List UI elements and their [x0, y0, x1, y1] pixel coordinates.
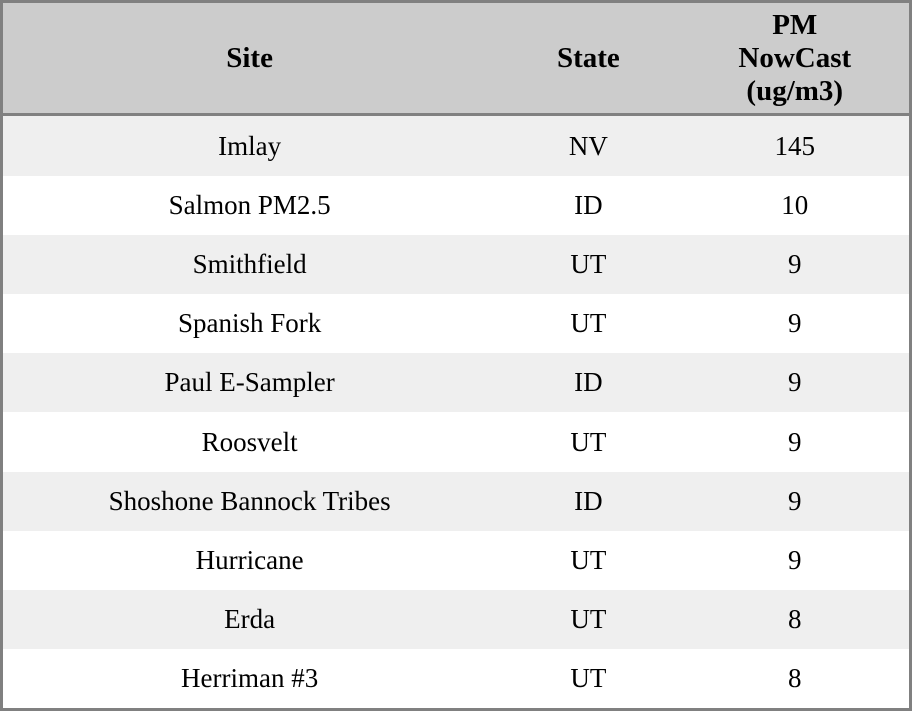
cell-site: Smithfield: [3, 235, 496, 294]
header-row: [3, 3, 909, 115]
cell-value: 8: [681, 649, 909, 708]
cell-state: ID: [496, 472, 680, 531]
column-header-pm-nowcast-line2: NowCast: [738, 41, 852, 74]
cell-value: 9: [681, 235, 909, 294]
cell-state: UT: [496, 649, 680, 708]
pm-nowcast-table: [3, 3, 909, 708]
cell-value: 8: [681, 590, 909, 649]
cell-site: Hurricane: [3, 531, 496, 590]
cell-value: 9: [681, 353, 909, 412]
cell-state: NV: [496, 115, 680, 176]
table-row: [3, 353, 909, 412]
cell-site: Herriman #3: [3, 649, 496, 708]
cell-value: 9: [681, 472, 909, 531]
table-header: [3, 3, 909, 115]
cell-site: Erda: [3, 590, 496, 649]
table-row: [3, 235, 909, 294]
table-row: [3, 531, 909, 590]
table-row: [3, 472, 909, 531]
column-header-pm-nowcast: [681, 3, 909, 115]
cell-site: Salmon PM2.5: [3, 176, 496, 235]
cell-site: Roosvelt: [3, 412, 496, 471]
cell-value: 9: [681, 412, 909, 471]
cell-state: ID: [496, 176, 680, 235]
cell-value: 145: [681, 115, 909, 176]
table-row: [3, 649, 909, 708]
cell-state: UT: [496, 235, 680, 294]
cell-site: Spanish Fork: [3, 294, 496, 353]
cell-state: UT: [496, 294, 680, 353]
table-row: [3, 115, 909, 176]
cell-site: Shoshone Bannock Tribes: [3, 472, 496, 531]
cell-value: 9: [681, 294, 909, 353]
table-row: [3, 590, 909, 649]
table-body: [3, 115, 909, 708]
cell-value: 10: [681, 176, 909, 235]
cell-state: UT: [496, 531, 680, 590]
cell-state: UT: [496, 412, 680, 471]
table-row: [3, 176, 909, 235]
cell-site: Imlay: [3, 115, 496, 176]
cell-state: ID: [496, 353, 680, 412]
cell-state: UT: [496, 590, 680, 649]
table-row: [3, 294, 909, 353]
table-row: [3, 412, 909, 471]
cell-value: 9: [681, 531, 909, 590]
column-header-state: State: [496, 3, 680, 115]
column-header-pm-nowcast-line1: PM: [772, 9, 818, 41]
cell-site: Paul E-Sampler: [3, 353, 496, 412]
column-header-site: Site: [3, 3, 496, 115]
column-header-pm-nowcast-line3: (ug/m3): [746, 74, 844, 107]
